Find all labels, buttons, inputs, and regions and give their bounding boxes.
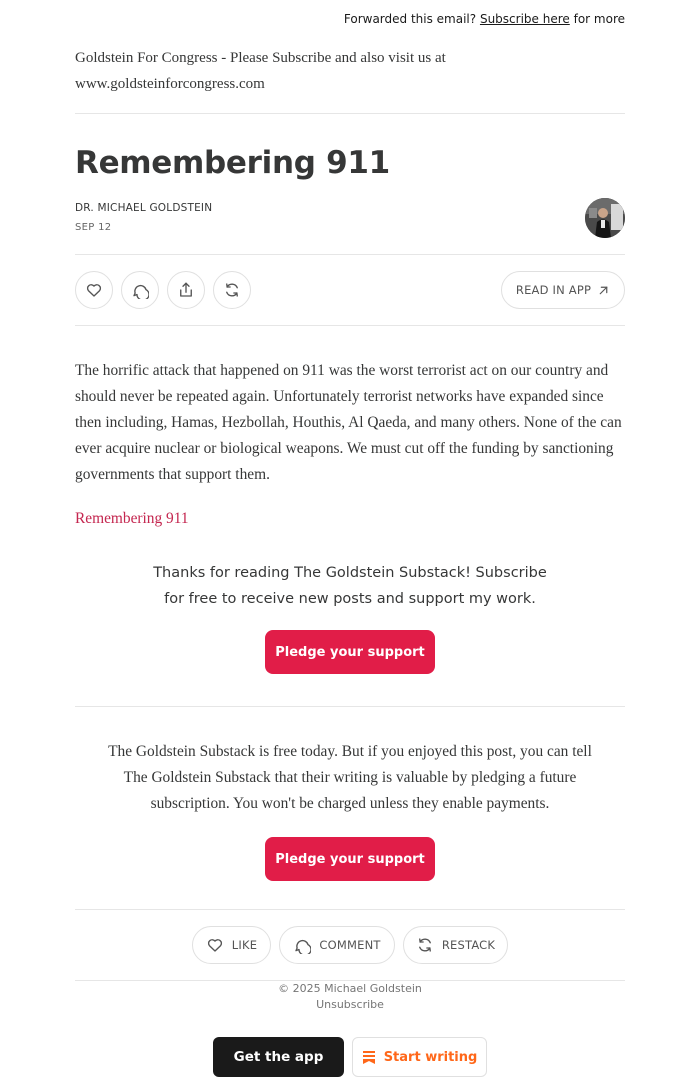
pledge-support-button[interactable]: Pledge your support [265,630,435,674]
forwarded-suffix: for more [573,12,625,26]
copyright-text: © 2025 Michael Goldstein [278,982,422,995]
heart-icon [206,936,224,954]
restack-pill-button[interactable] [403,926,508,964]
like-label: LIKE [231,938,258,952]
free-today-message: The Goldstein Substack is free today. But if you enjoyed this post, you can tell The Goldstein Substack that their writing is valuable by pledging a future subscription. You won't be charged unless they enable payments. [108,743,592,812]
restack-label: RESTACK [441,938,496,952]
thanks-message: Thanks for reading The Goldstein Substack! Subscribe for free to receive new posts and support my work. [153,565,547,607]
forwarded-notice [344,12,625,26]
post-title[interactable]: Remembering 911 [75,145,390,181]
intro-text: Goldstein For Congress - Please Subscribe and also visit us at www.goldsteinforcongress.com [75,50,446,92]
read-in-app-label: READ IN APP [515,283,592,297]
author-avatar[interactable] [585,198,625,238]
pledge-support-button-2[interactable]: Pledge your support [265,837,435,881]
post-body: The horrific attack that happened on 911 was the worst terrorist act on our country and should never be repeated again. Unfortunately terrorist networks have expanded since then including, Hamas, Hezbollah, Houthis, Al Qaeda, and many others. None of the can ever acquire nuclear or biological weapons. We must cut off the funding by sanctioning governments that support them. [75,362,622,483]
read-in-app-button[interactable] [501,271,625,309]
avatar-photo [585,198,625,238]
arrow-up-right-icon [597,284,610,297]
like-pill-button[interactable] [192,926,271,964]
comment-icon [293,936,311,954]
forwarded-prefix: Forwarded this email? [343,12,477,26]
restack-icon [223,281,241,299]
post-author[interactable]: DR. MICHAEL GOLDSTEIN [75,202,213,214]
start-writing-label: Start writing [383,1049,478,1065]
restack-icon [416,936,434,954]
bookmark-icon [362,1050,376,1064]
divider [75,254,625,255]
remembering-911-link[interactable]: Remembering 911 [75,510,189,527]
unsubscribe-link[interactable]: Unsubscribe [316,998,384,1011]
subscribe-here-link[interactable]: Subscribe here [479,12,570,26]
divider [75,706,625,707]
comment-icon [131,281,149,299]
start-writing-button[interactable] [352,1037,487,1077]
get-the-app-button[interactable]: Get the app [213,1037,344,1077]
comment-button[interactable] [121,271,159,309]
restack-button[interactable] [213,271,251,309]
comment-label: COMMENT [319,938,381,952]
divider [75,113,625,114]
divider [75,325,625,326]
share-button[interactable] [167,271,205,309]
comment-pill-button[interactable] [279,926,395,964]
divider [75,980,625,981]
divider [75,909,625,910]
heart-icon [85,281,103,299]
share-icon [177,281,195,299]
post-date: SEP 12 [75,222,112,233]
like-button[interactable] [75,271,113,309]
